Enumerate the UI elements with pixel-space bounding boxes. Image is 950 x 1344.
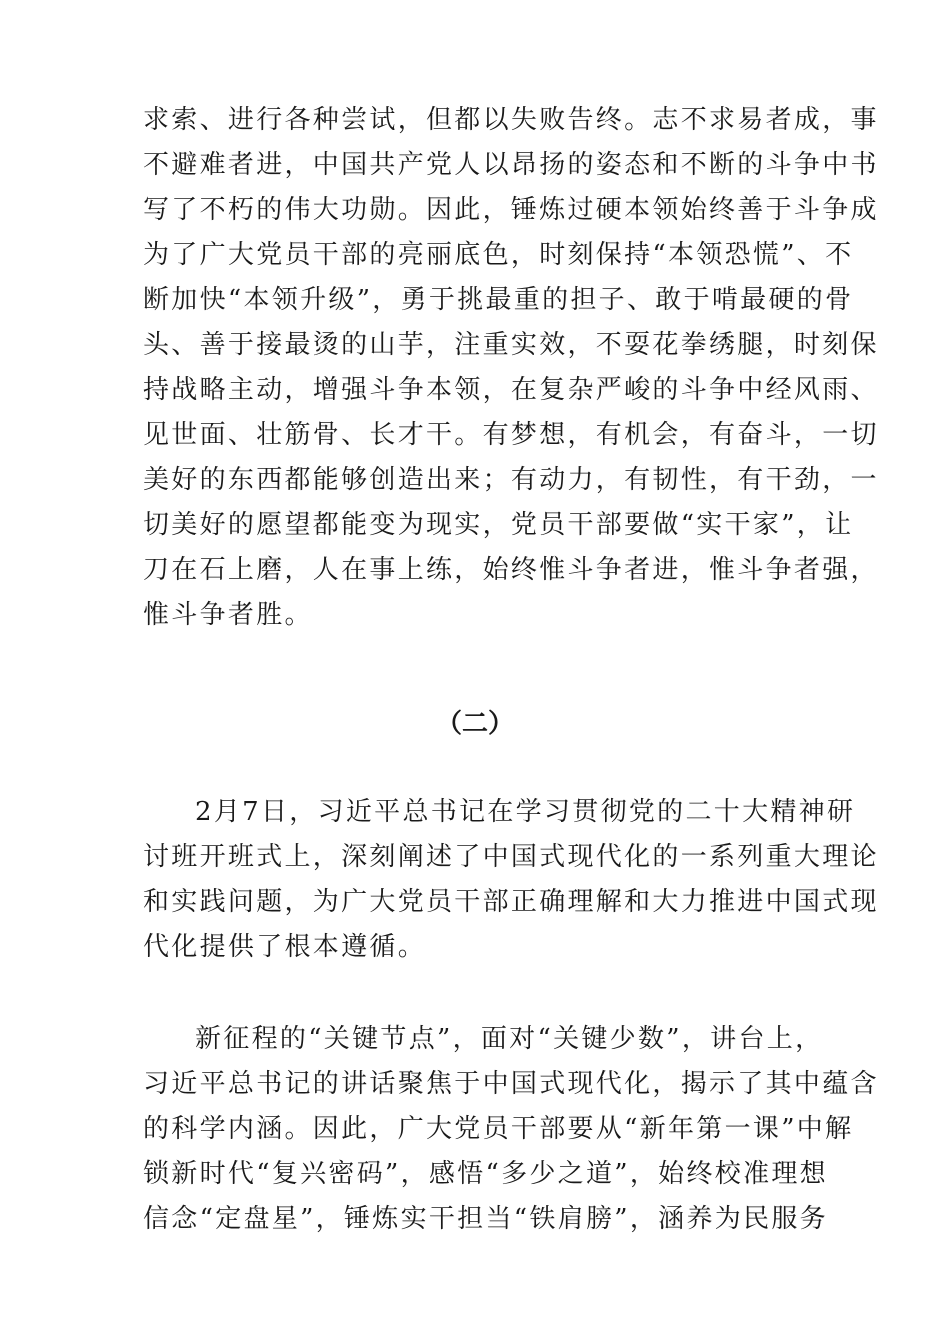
text-line: 为了广大党员干部的亮丽底色，时刻保持“本领恐慌”、不	[143, 240, 854, 270]
text-line: 持战略主动，增强斗争本领，在复杂严峻的斗争中经风雨、	[143, 375, 879, 405]
text-line: 求索、进行各种尝试，但都以失败告终。志不求易者成，事	[143, 105, 879, 135]
text-line: 新征程的“关键节点”，面对“关键少数”，讲台上，	[195, 1024, 824, 1054]
text-line: 写了不朽的伟大功勋。因此，锤炼过硬本领始终善于斗争成	[143, 195, 879, 225]
text-line: 习近平总书记的讲话聚焦于中国式现代化，揭示了其中蕴含	[143, 1069, 879, 1099]
text-line: 讨班开班式上，深刻阐述了中国式现代化的一系列重大理论	[143, 842, 879, 872]
text-line: 和实践问题，为广大党员干部正确理解和大力推进中国式现	[143, 887, 879, 917]
text-line: 代化提供了根本遵循。	[143, 932, 427, 962]
text-line: 惟斗争者胜。	[143, 600, 313, 630]
text-line: 2月7日，习近平总书记在学习贯彻党的二十大精神研	[195, 797, 856, 827]
text-line: 头、善于接最烫的山芋，注重实效，不耍花拳绣腿，时刻保	[143, 330, 879, 360]
text-line: 锁新时代“复兴密码”，感悟“多少之道”，始终校准理想	[143, 1159, 828, 1189]
text-line: 切美好的愿望都能变为现实，党员干部要做“实干家”，让	[143, 510, 854, 540]
text-line: 断加快“本领升级”，勇于挑最重的担子、敢于啃最硬的骨	[143, 285, 854, 315]
text-line: 不避难者进，中国共产党人以昂扬的姿态和不断的斗争中书	[143, 150, 879, 180]
text-line: 美好的东西都能够创造出来；有动力，有韧性，有干劲，一	[143, 465, 879, 495]
text-line: 见世面、壮筋骨、长才干。有梦想，有机会，有奋斗，一切	[143, 420, 879, 450]
text-line: 信念“定盘星”，锤炼实干担当“铁肩膀”，涵养为民服务	[143, 1204, 828, 1234]
text-line: 的科学内涵。因此，广大党员干部要从“新年第一课”中解	[143, 1114, 854, 1144]
text-line: 刀在石上磨，人在事上练，始终惟斗争者进，惟斗争者强，	[143, 555, 879, 585]
section-heading: （二）	[435, 709, 514, 739]
